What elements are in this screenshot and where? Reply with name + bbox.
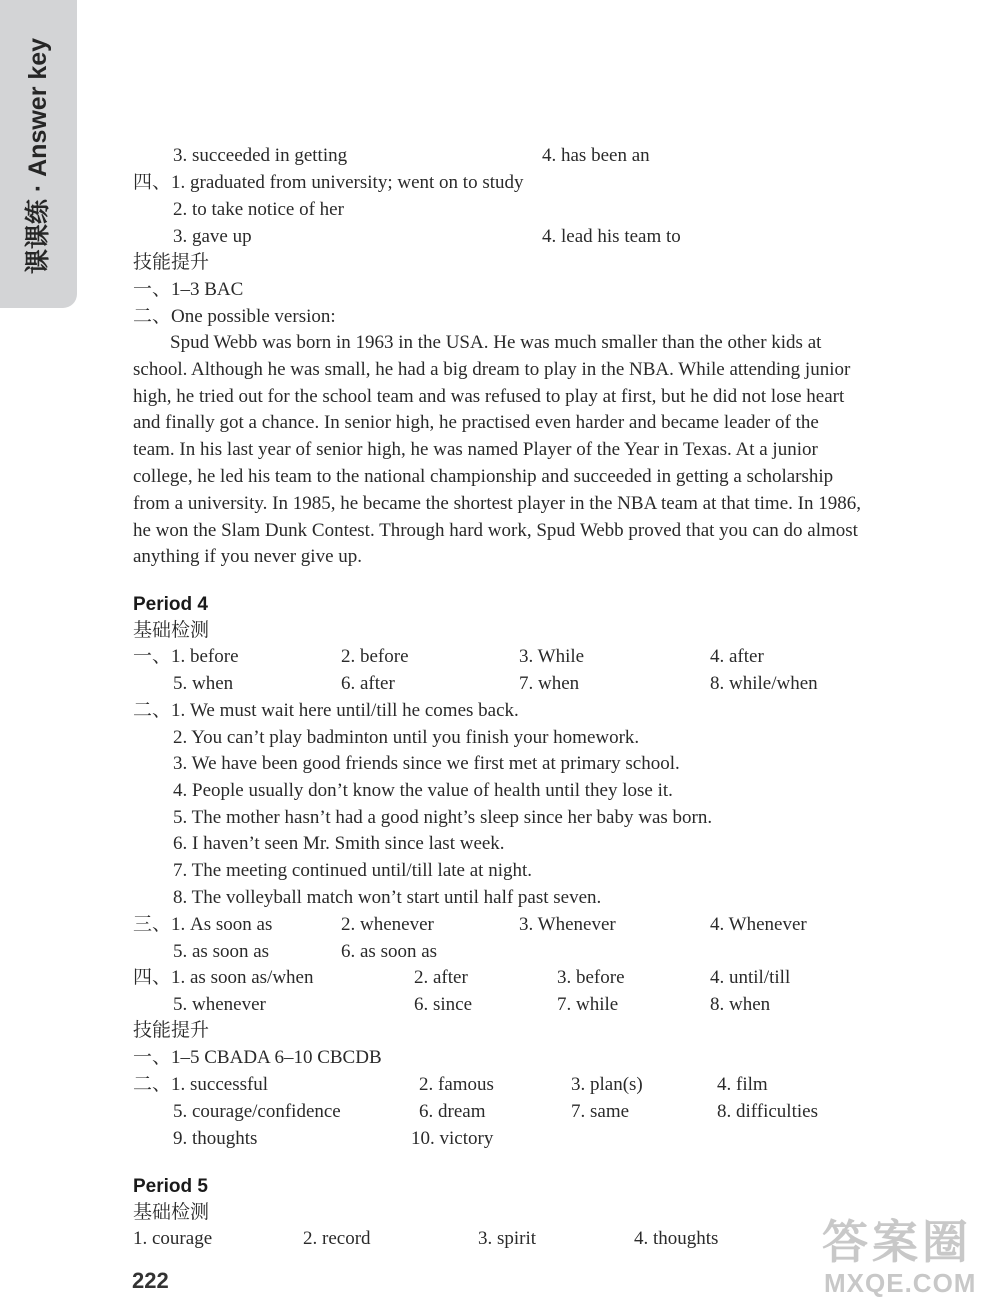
answer-line: 3. before	[557, 967, 625, 988]
answer-line: 9. thoughts	[173, 1128, 258, 1149]
answer-line: 2. record	[303, 1228, 371, 1249]
answer-line: 2. before	[341, 646, 409, 667]
answer-line: 5. courage/confidence	[173, 1101, 341, 1122]
page-number: 222	[132, 1268, 169, 1293]
section-subheading: 基础检测	[133, 1202, 210, 1223]
answer-line: 5. The mother hasn’t had a good night’s sleep since her baby was born.	[173, 807, 713, 828]
answer-line: 7. while	[557, 994, 619, 1015]
period-4-heading: Period 4	[133, 594, 208, 615]
answer-line: 7. when	[519, 673, 580, 694]
answer-line: 3. plan(s)	[571, 1074, 643, 1095]
answer-line: 二、1. We must wait here until/till he comes back.	[133, 700, 519, 721]
section-tab-label: 课课练 · Answer key	[24, 37, 52, 275]
answer-line: 6. after	[341, 673, 395, 694]
answer-line: 4. has been an	[542, 145, 650, 166]
answer-line: 二、1. successful	[133, 1074, 269, 1095]
answer-line: 3. We have been good friends since we first met at primary school.	[173, 753, 680, 774]
section-subheading: 技能提升	[133, 252, 210, 273]
section-subheading: 基础检测	[133, 620, 210, 641]
answer-line: 4. People usually don’t know the value of health until they lose it.	[173, 780, 673, 801]
answer-line: 2. to take notice of her	[173, 199, 344, 220]
answer-line: 4. film	[717, 1074, 768, 1095]
answer-line: 7. same	[571, 1101, 630, 1122]
answer-line: 8. difficulties	[717, 1101, 818, 1122]
answer-line: 3. spirit	[478, 1228, 537, 1249]
answer-line: 一、1. before	[133, 646, 239, 667]
answer-line: 5. when	[173, 673, 234, 694]
answer-line: 3. While	[519, 646, 585, 667]
answer-line: 6. I haven’t seen Mr. Smith since last week.	[173, 833, 505, 854]
answer-line: 4. until/till	[710, 967, 791, 988]
answer-line: 2. famous	[419, 1074, 494, 1095]
answer-line: 6. dream	[419, 1101, 486, 1122]
answer-line: 7. The meeting continued until/till late at night.	[173, 860, 532, 881]
answer-line: 4. lead his team to	[542, 226, 681, 247]
answer-line: 三、1. As soon as	[133, 914, 273, 935]
watermark-url: MXQE.COM	[824, 1268, 977, 1298]
section-tab	[0, 0, 77, 308]
answer-line: 6. since	[414, 994, 473, 1015]
answer-line: 3. Whenever	[519, 914, 616, 935]
answer-line: 3. succeeded in getting	[173, 145, 348, 166]
answer-line: 一、1–5 CBADA 6–10 CBCDB	[133, 1047, 382, 1068]
answer-line: 一、1–3 BAC	[133, 279, 244, 300]
answer-line: 8. The volleyball match won’t start until half past seven.	[173, 887, 602, 908]
answer-line: 5. as soon as	[173, 941, 270, 962]
answer-line: 1. courage	[133, 1228, 213, 1249]
answer-line: 2. You can’t play badminton until you finish your homework.	[173, 727, 640, 748]
answer-line: 4. after	[710, 646, 764, 667]
answer-line: 8. when	[710, 994, 771, 1015]
answer-line: 3. gave up	[173, 226, 252, 247]
watermark-text: 答案圈	[822, 1216, 972, 1268]
answer-line: 2. whenever	[341, 914, 434, 935]
answer-line: 2. after	[414, 967, 468, 988]
watermark-logo	[818, 1206, 988, 1306]
answer-line: 8. while/when	[710, 673, 818, 694]
answer-line: 4. thoughts	[634, 1228, 719, 1249]
section-subheading: 技能提升	[133, 1020, 210, 1041]
period-5-heading: Period 5	[133, 1176, 208, 1197]
answer-line: 6. as soon as	[341, 941, 438, 962]
answer-line: 5. whenever	[173, 994, 266, 1015]
answer-line: 二、One possible version:	[133, 306, 336, 327]
answer-line: 4. Whenever	[710, 914, 807, 935]
answer-line: 四、1. as soon as/when	[133, 967, 314, 988]
sample-essay: Spud Webb was born in 1963 in the USA. He was much smaller than the other kids at school. Although he was small, he had a big dream to play in the NBA. While attending junior high, he tried out for the school team and was refused to play at first, but he did not lose heart and finally got a chance. In senior high, he practised even harder and became leader of the team. In his last year of senior high, he was named Player of the Year in Texas. At a junior college, he led his team to the national championship and succeeded in getting a scholarship from a university. In 1985, he became the shortest player in the NBA team at that time. In 1986, he won the Slam Dunk Contest. Through hard work, Spud Webb proved that you can do almost anything if you never give up.	[133, 332, 861, 568]
answer-line: 10. victory	[411, 1128, 494, 1149]
answer-line: 四、1. graduated from university; went on to study	[133, 172, 524, 193]
